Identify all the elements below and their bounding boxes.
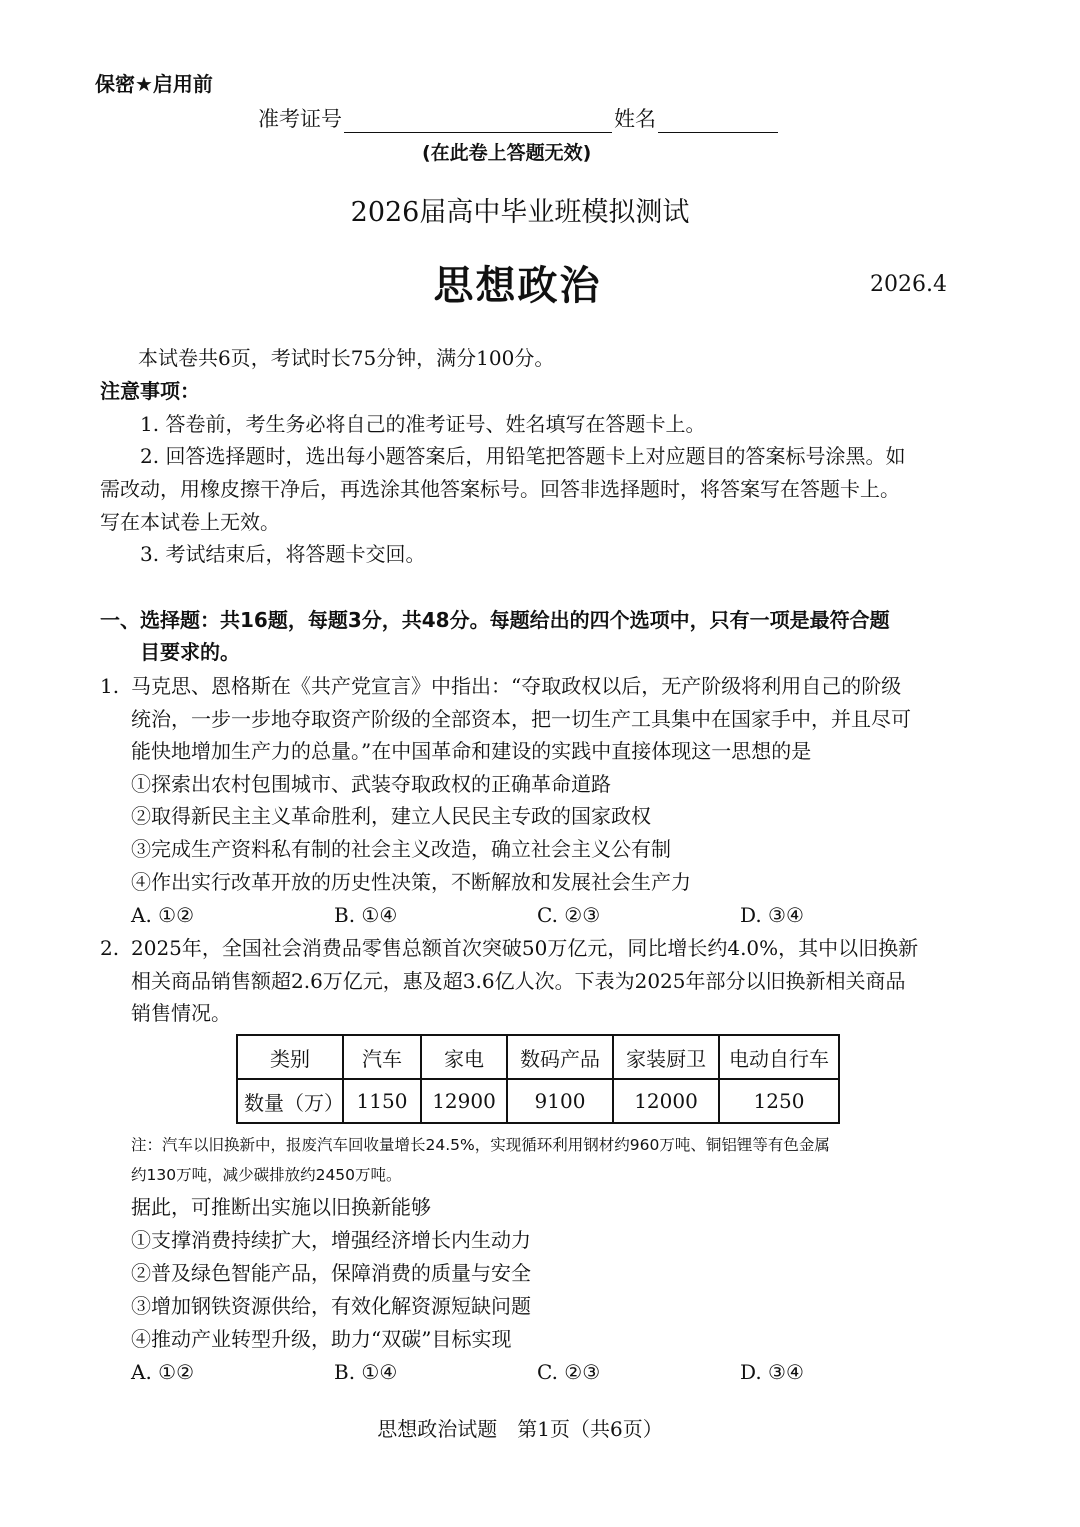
notice-item-2-line-2: 需改动，用橡皮擦干净后，再选涂其他答案标号。回答非选择题时，将答案写在答题卡上。	[100, 477, 900, 501]
question-2-item-3: ③增加钢铁资源供给，有效化解资源短缺问题	[131, 1294, 531, 1318]
question-1-stem-line-3: 能快地增加生产力的总量。”在中国革命和建设的实践中直接体现这一思想的是	[131, 739, 812, 763]
section-heading-line-2: 目要求的。	[140, 640, 240, 664]
question-2-stem-line-3: 销售情况。	[131, 1001, 231, 1025]
question-1-item-1: ①探索出农村包围城市、武装夺取政权的正确革命道路	[131, 772, 611, 796]
table-cell: 12000	[613, 1079, 719, 1123]
question-1-item-4: ④作出实行改革开放的历史性决策，不断解放和发展社会生产力	[131, 870, 691, 894]
notice-item-1: 1. 答卷前，考生务必将自己的准考证号、姓名填写在答题卡上。	[140, 412, 706, 436]
question-2-item-1: ①支撑消费持续扩大，增强经济增长内生动力	[131, 1228, 531, 1252]
question-2-option-b[interactable]: B. ①④	[334, 1360, 398, 1384]
notice-item-2-line-1: 2. 回答选择题时，选出每小题答案后，用铅笔把答题卡上对应题目的答案标号涂黑。如	[140, 444, 906, 468]
question-1-option-c[interactable]: C. ②③	[537, 903, 601, 927]
name-label: 姓名	[614, 107, 656, 131]
table-header-cell: 电动自行车	[719, 1035, 839, 1079]
subject-title: 思想政治	[433, 263, 602, 309]
notice-item-3: 3. 考试结束后，将答题卡交回。	[140, 542, 426, 566]
question-1-item-3: ③完成生产资料私有制的社会主义改造，确立社会主义公有制	[131, 837, 671, 861]
notice-heading: 注意事项：	[100, 379, 200, 403]
table-header-cell: 类别	[237, 1035, 343, 1079]
question-2-option-c[interactable]: C. ②③	[537, 1360, 601, 1384]
question-1-option-a[interactable]: A. ①②	[131, 903, 195, 927]
question-2-number: 2.	[100, 936, 120, 960]
sales-table	[236, 1034, 840, 1124]
notice-item-2-line-3: 写在本试卷上无效。	[100, 510, 280, 534]
question-2-option-d[interactable]: D. ③④	[740, 1360, 804, 1384]
table-header-cell: 家电	[421, 1035, 507, 1079]
exam-date: 2026.4	[870, 272, 947, 297]
question-2-stem-line-2: 相关商品销售额超2.6万亿元，惠及超3.6亿人次。下表为2025年部分以旧换新相关商品	[131, 969, 906, 993]
table-note-line-2: 约130万吨，减少碳排放约2450万吨。	[131, 1166, 402, 1184]
table-row-label: 数量（万）	[237, 1079, 343, 1123]
section-heading-line-1: 一、选择题：共16题，每题3分，共48分。每题给出的四个选项中，只有一项是最符合题	[100, 608, 890, 632]
table-header-cell: 家装厨卫	[613, 1035, 719, 1079]
exam-id-label: 准考证号	[258, 107, 342, 131]
question-2-stem-line-1: 2025年，全国社会消费品零售总额首次突破50万亿元，同比增长约4.0%，其中以旧换新	[131, 936, 919, 960]
question-2-item-2: ②普及绿色智能产品，保障消费的质量与安全	[131, 1261, 531, 1285]
question-1-stem-line-1: 马克思、恩格斯在《共产党宣言》中指出：“夺取政权以后，无产阶级将利用自己的阶级	[131, 674, 902, 698]
table-cell: 9100	[507, 1079, 613, 1123]
question-1-item-2: ②取得新民主主义革命胜利，建立人民民主专政的国家政权	[131, 804, 651, 828]
question-1-option-b[interactable]: B. ①④	[334, 903, 398, 927]
exam-id-blank[interactable]	[344, 108, 612, 133]
exam-intro: 本试卷共6页，考试时长75分钟，满分100分。	[138, 346, 555, 370]
table-cell: 12900	[421, 1079, 507, 1123]
invalid-answer-note: (在此卷上答题无效)	[422, 142, 592, 164]
question-1-option-d[interactable]: D. ③④	[740, 903, 804, 927]
name-blank[interactable]	[658, 108, 778, 133]
table-row	[237, 1079, 839, 1123]
question-2-lead: 据此，可推断出实施以旧换新能够	[131, 1195, 431, 1219]
question-1-stem-line-2: 统治，一步一步地夺取资产阶级的全部资本，把一切生产工具集中在国家手中，并且尽可	[131, 707, 911, 731]
confidential-label: 保密★启用前	[95, 72, 213, 96]
question-2-option-a[interactable]: A. ①②	[131, 1360, 195, 1384]
table-header-cell: 汽车	[343, 1035, 421, 1079]
table-header-cell: 数码产品	[507, 1035, 613, 1079]
table-cell: 1250	[719, 1079, 839, 1123]
exam-title: 2026届高中毕业班模拟测试	[350, 197, 690, 228]
table-header-row	[237, 1035, 839, 1079]
candidate-info-row	[258, 103, 778, 133]
table-note-line-1: 注：汽车以旧换新中，报废汽车回收量增长24.5%，实现循环利用钢材约960万吨、铜铝锂等有色金属	[131, 1136, 830, 1154]
question-2-item-4: ④推动产业转型升级，助力“双碳”目标实现	[131, 1327, 512, 1351]
page-footer: 思想政治试题 第1页（共6页）	[377, 1417, 663, 1441]
table-cell: 1150	[343, 1079, 421, 1123]
question-1-number: 1.	[100, 674, 120, 698]
